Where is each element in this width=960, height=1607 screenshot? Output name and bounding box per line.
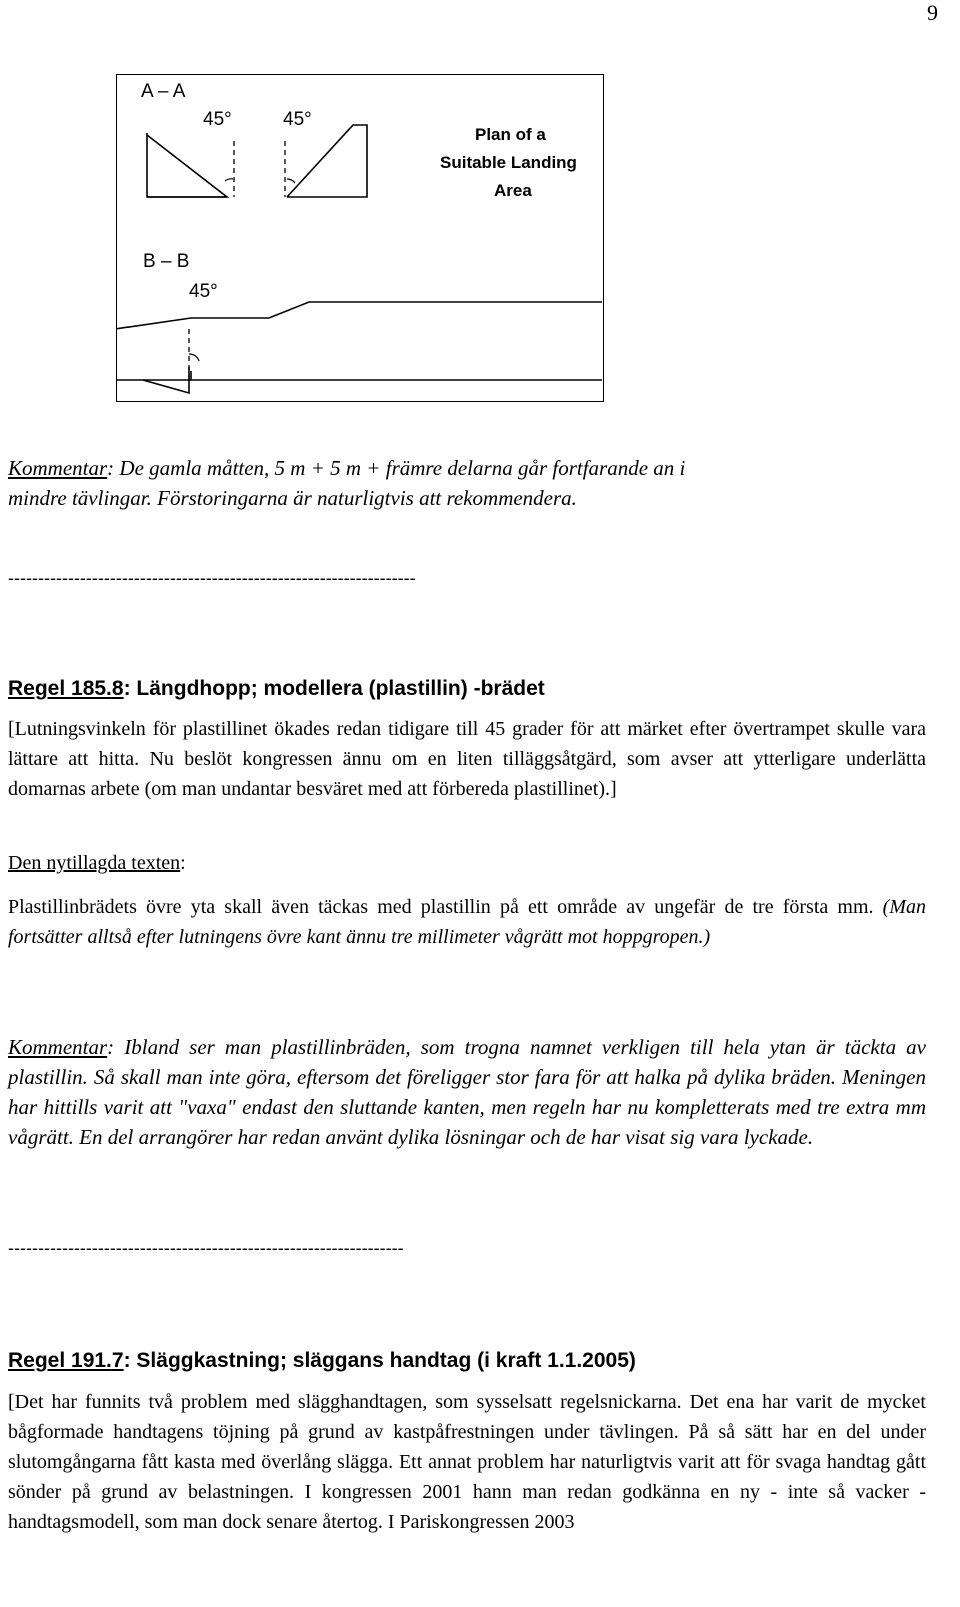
section-aa-drawing xyxy=(147,125,367,197)
plan-title-line3: Area xyxy=(494,181,532,200)
landing-area-figure xyxy=(116,74,604,402)
rule-185-title: : Längdhopp; modellera (plastillin) -brädet xyxy=(123,677,545,700)
new-text-label: Den nytillagda texten xyxy=(8,852,181,874)
angle-label-right: 45° xyxy=(283,109,312,130)
comment-1-line1: : De gamla måtten, 5 m + 5 m + främre delarna går fortfarande an i xyxy=(107,456,686,480)
page-number: 9 xyxy=(927,0,938,25)
comment-2-label: Kommentar xyxy=(8,1035,108,1059)
comment-1 xyxy=(8,453,926,513)
section-bb-drawing xyxy=(117,302,602,393)
rule-191-label: Regel 191. xyxy=(8,1349,112,1372)
landing-area-diagram xyxy=(117,75,603,401)
plan-title-line2: Suitable Landing xyxy=(440,153,577,172)
comment-2 xyxy=(8,1032,926,1152)
section-bb-top-edge xyxy=(117,302,602,329)
section-aa-left-wedge xyxy=(147,135,227,197)
new-text-italic: (Man fortsätter alltså efter lutningens övre kant ännu tre millimeter vågrätt mot hoppgropen.) xyxy=(8,896,926,948)
new-text-heading xyxy=(8,848,926,878)
comment-1-line2: mindre tävlingar. Förstoringarna är naturligtvis att rekommendera. xyxy=(8,486,577,510)
section-aa-label: A – A xyxy=(141,81,186,102)
comment-2-text: : Ibland ser man plastillinbräden, som trogna namnet verkligen till hela ytan är täckta av plastillin. Så skall man inte göra, eftersom det föreligger stor fara för att halka på dylika bräden. Meningen har hittills varit att "vaxa" endast den sluttande kanten, men regeln har nu kompletterats med tre extra mm vågrätt. En del arrangörer har redan använt dylika lösningar och de har visat sig vara lyckade. xyxy=(8,1035,926,1149)
new-text-paragraph xyxy=(8,892,926,952)
angle-label-bb: 45° xyxy=(189,281,218,302)
rule-191-heading xyxy=(8,1349,636,1373)
rule-191-number: 7 xyxy=(111,1349,124,1372)
rule-185-heading xyxy=(8,677,545,701)
separator-1: -------------------------------------------------------------------- xyxy=(8,568,416,588)
section-bb-lower-edge xyxy=(117,329,189,393)
comment-1-label: Kommentar xyxy=(8,456,108,480)
section-aa-right-wedge xyxy=(287,125,367,197)
rule-191-title: : Släggkastning; släggans handtag (i kraft 1.1.2005) xyxy=(123,1349,636,1372)
rule-191-body: [Det har funnits två problem med slägghandtagen, som sysselsatt regelsnickarna. Det ena har varit de mycket bågformade handtagens töjning på grund av kastpåfrestningen under tävlingen. På så sätt har en del under slutomgångarna fått kasta med överlång slägga. Ett annat problem har naturligtvis varit att för svaga handtag gått sönder på grund av belastningen. I kongressen 2001 hann man redan godkänna en ny - inte så vacker - handtagsmodell, som man dock senare återtog. I Pariskongressen 2003 xyxy=(8,1391,926,1533)
new-text-colon: : xyxy=(180,852,186,874)
rule-185-body: [Lutningsvinkeln för plastillinet ökades redan tidigare till 45 grader för att märket efter övertrampet skulle vara lättare att hitta. Nu beslöt kongressen ännu om en liten tilläggsåtgärd, som avser att ytterligare underlätta domarnas arbete (om man undantar besväret med att förbereda plastillinet).] xyxy=(8,718,926,800)
new-text-body: Plastillinbrädets övre yta skall även täckas med plastillin på ett område av ungefär de tre första mm. xyxy=(8,896,874,918)
rule-185-label: Regel 185. xyxy=(8,677,112,700)
angle-label-left: 45° xyxy=(203,109,232,130)
rule-185-number: 8 xyxy=(111,677,124,700)
separator-2: ------------------------------------------------------------------ xyxy=(8,1238,404,1258)
section-bb-label: B – B xyxy=(143,251,190,272)
plan-title-line1: Plan of a xyxy=(475,125,546,144)
